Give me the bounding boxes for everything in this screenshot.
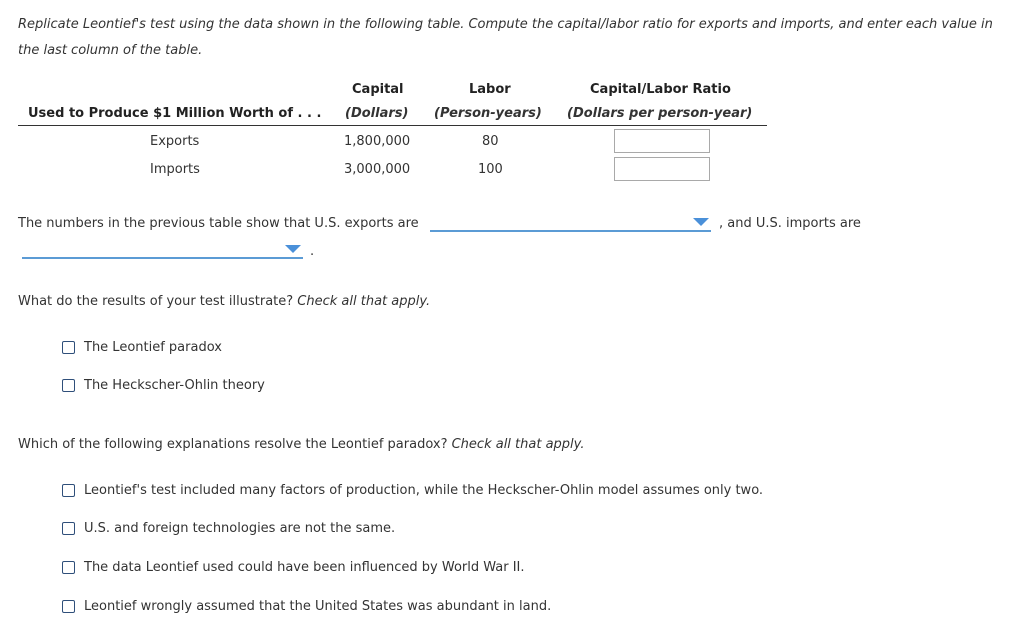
q2-prompt-hint: Check all that apply.: [451, 437, 585, 452]
header-capital: Capital: [352, 82, 404, 97]
option-heckscher-ohlin: The Heckscher-Ohlin theory: [84, 378, 265, 393]
checkbox-abundant-land[interactable]: [62, 600, 75, 613]
q1-prompt-text: What do the results of your test illustrate?: [18, 294, 298, 309]
row-exports-labor: 80: [482, 134, 499, 149]
checkbox-technologies[interactable]: [62, 522, 75, 535]
checkbox-many-factors[interactable]: [62, 484, 75, 497]
exports-intensity-dropdown[interactable]: [430, 212, 711, 232]
header-ratio: Capital/Labor Ratio: [590, 82, 731, 97]
header-labor-unit: (Person-years): [434, 106, 542, 121]
row-imports-label: Imports: [150, 162, 200, 177]
row-exports-capital: 1,800,000: [344, 134, 411, 149]
q2-prompt: [18, 437, 585, 452]
sentence-part3: .: [310, 244, 315, 259]
exports-ratio-input[interactable]: [614, 129, 710, 153]
option-world-war-ii: The data Leontief used could have been influenced by World War II.: [84, 560, 525, 575]
header-capital-unit: (Dollars): [345, 106, 409, 121]
row-imports-labor: 100: [478, 162, 503, 177]
row-exports-label: Exports: [150, 134, 200, 149]
header-row-label: Used to Produce $1 Million Worth of . . .: [28, 106, 322, 121]
option-technologies: U.S. and foreign technologies are not the same.: [84, 521, 396, 536]
sentence-part2: , and U.S. imports are: [719, 216, 861, 231]
option-leontief-paradox: The Leontief paradox: [84, 340, 222, 355]
header-labor: Labor: [469, 82, 511, 97]
option-abundant-land: Leontief wrongly assumed that the United States was abundant in land.: [84, 599, 552, 614]
imports-intensity-dropdown[interactable]: [22, 239, 303, 259]
table-header-rule: [18, 125, 767, 126]
instructions: Replicate Leontief's test using the data shown in the following table. Compute the capital/labor ratio for exports and imports, and enter each value in the last column of the table.: [18, 17, 993, 58]
chevron-down-icon: [693, 218, 709, 226]
q1-prompt-hint: Check all that apply.: [297, 294, 431, 309]
checkbox-world-war-ii[interactable]: [62, 561, 75, 574]
row-imports-capital: 3,000,000: [344, 162, 411, 177]
header-ratio-unit: (Dollars per person-year): [567, 106, 753, 121]
option-many-factors: Leontief's test included many factors of production, while the Heckscher-Ohlin model assumes only two.: [84, 483, 764, 498]
q1-prompt: [18, 294, 430, 309]
q2-prompt-text: Which of the following explanations resolve the Leontief paradox?: [18, 437, 452, 452]
checkbox-heckscher-ohlin[interactable]: [62, 379, 75, 392]
sentence-part1: The numbers in the previous table show that U.S. exports are: [18, 216, 419, 231]
imports-ratio-input[interactable]: [614, 157, 710, 181]
chevron-down-icon: [285, 245, 301, 253]
checkbox-leontief-paradox[interactable]: [62, 341, 75, 354]
